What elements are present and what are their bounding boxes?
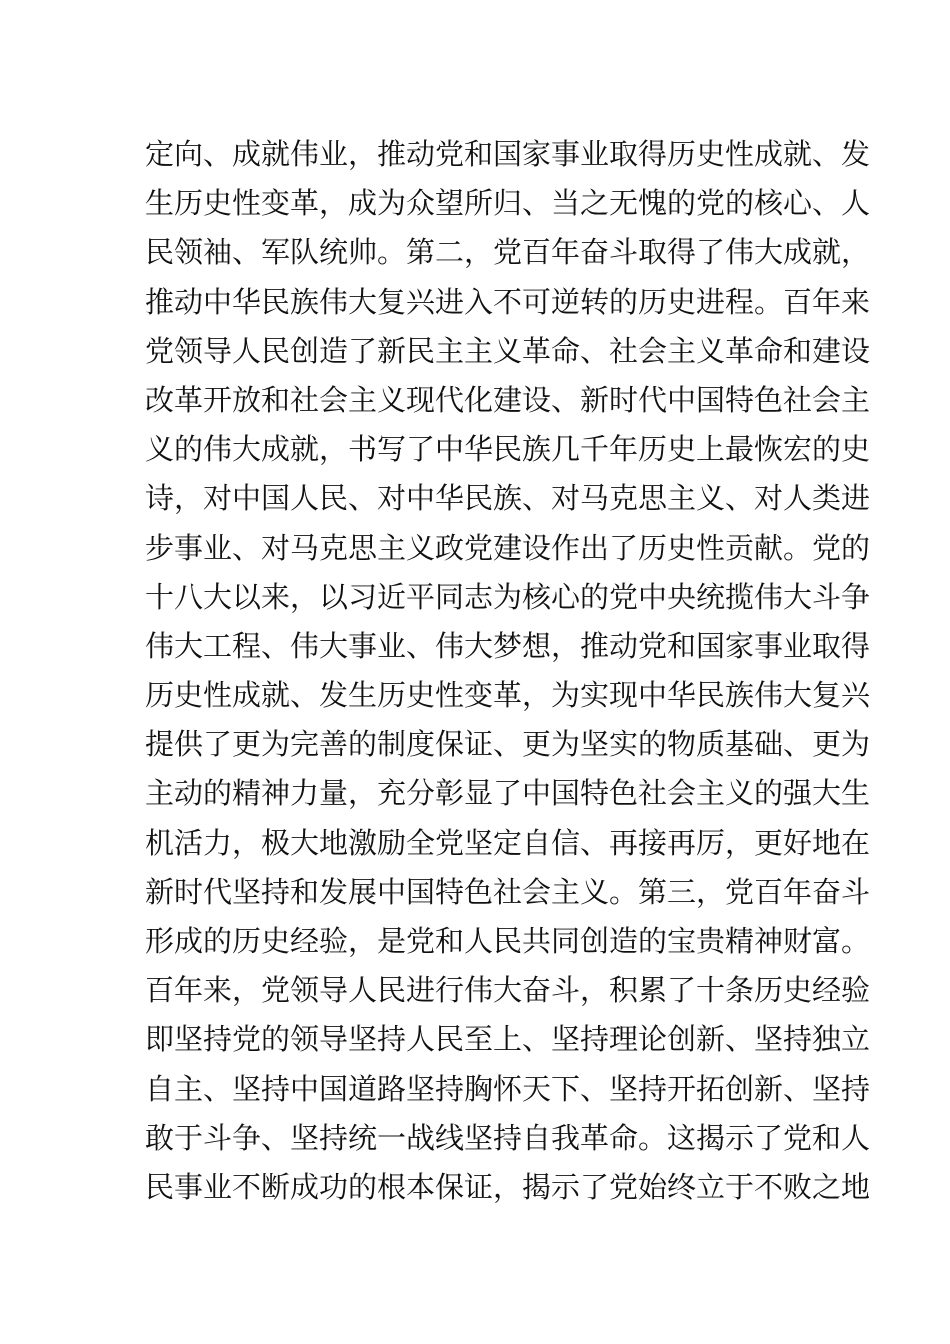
text-line-11: 伟大工程、伟大事业、伟大梦想，推动党和国家事业取得 <box>145 628 871 663</box>
text-line-1: 定向、成就伟业，推动党和国家事业取得历史性成就、发 <box>145 137 871 171</box>
text-line-16: 新时代坚持和发展中国特色社会主义。第三，党百年奋斗 <box>145 874 871 909</box>
body-text <box>145 130 871 1212</box>
text-line-21: 敢于斗争、坚持统一战线坚持自我革命。这揭示了党和人 <box>145 1120 871 1155</box>
text-line-17: 形成的历史经验，是党和人民共同创造的宝贵精神财富。 <box>145 924 871 958</box>
text-line-20: 自主、坚持中国道路坚持胸怀天下、坚持开拓创新、坚持 <box>145 1071 871 1106</box>
text-line-2: 生历史性变革，成为众望所归、当之无愧的党的核心、人 <box>145 186 871 221</box>
text-line-7: 义的伟大成就，书写了中华民族几千年历史上最恢宏的史 <box>145 432 871 467</box>
text-line-15: 机活力，极大地激励全党坚定自信、再接再厉，更好地在 <box>145 825 871 860</box>
text-line-13: 提供了更为完善的制度保证、更为坚实的物质基础、更为 <box>145 727 871 762</box>
text-line-3: 民领袖、军队统帅。第二，党百年奋斗取得了伟大成就， <box>145 235 871 270</box>
text-line-9: 步事业、对马克思主义政党建设作出了历史性贡献。党的 <box>145 530 871 565</box>
text-line-4: 推动中华民族伟大复兴进入不可逆转的历史进程。百年来 <box>145 284 871 319</box>
text-line-6: 改革开放和社会主义现代化建设、新时代中国特色社会主 <box>145 382 871 417</box>
text-line-19: 即坚持党的领导坚持人民至上、坚持理论创新、坚持独立 <box>145 1022 871 1057</box>
text-line-14: 主动的精神力量，充分彰显了中国特色社会主义的强大生 <box>145 776 871 811</box>
text-line-10: 十八大以来，以习近平同志为核心的党中央统揽伟大斗争 <box>145 579 871 614</box>
text-line-22: 民事业不断成功的根本保证，揭示了党始终立于不败之地 <box>145 1169 871 1204</box>
text-line-12: 历史性成就、发生历史性变革，为实现中华民族伟大复兴 <box>145 678 871 713</box>
text-line-5: 党领导人民创造了新民主主义革命、社会主义革命和建设 <box>145 333 871 368</box>
text-line-8: 诗，对中国人民、对中华民族、对马克思主义、对人类进 <box>145 481 871 516</box>
text-line-18: 百年来，党领导人民进行伟大奋斗，积累了十条历史经验 <box>145 973 871 1008</box>
